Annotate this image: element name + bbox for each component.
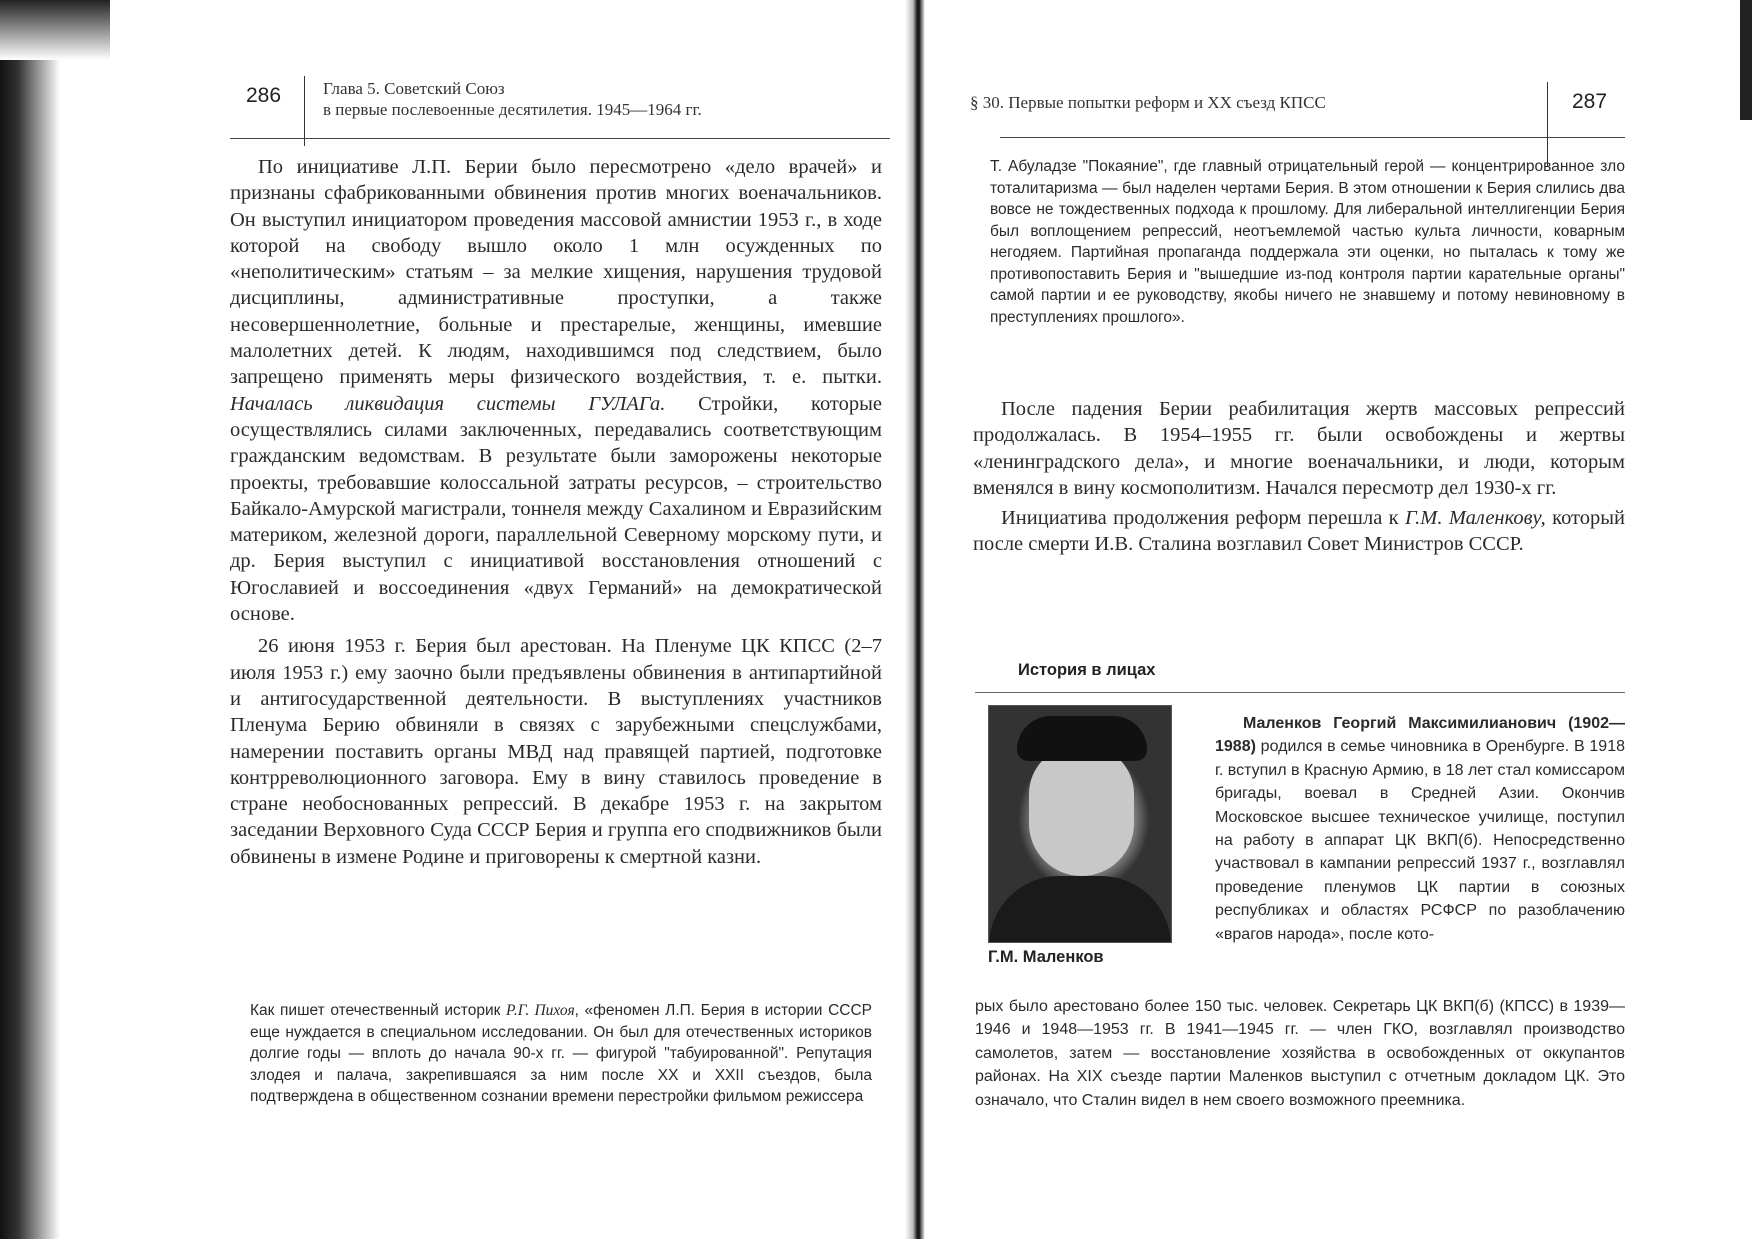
running-head xyxy=(323,78,702,120)
body-text xyxy=(230,154,882,870)
biography-full: рых было арестовано более 150 тыс. человек. Секретарь ЦК ВКП(б) (КПСС) в 1939—1946 и 1948—1953 гг. В 1941—1945 гг. — член ГКО, возглавлял производство самолетов, затем — восстановление хозяйства в освобожденных от оккупантов районах. На XIX съезде партии Маленков выступил с отчетным докладом ЦК. Это означало, что Сталин видел в нем своего возможного преемника. xyxy=(975,998,1625,1109)
section-title: История в лицах xyxy=(1018,661,1156,679)
photo-caption: Г.М. Маленков xyxy=(988,948,1104,966)
running-head-line: в первые послевоенные десятилетия. 1945—1964 гг. xyxy=(323,100,702,119)
scan-edge-shadow-top xyxy=(0,0,110,60)
scan-edge-shadow xyxy=(0,0,60,1239)
quote-note: Как пишет отечественный историк Р.Г. Пихоя, «феномен Л.П. Берия в истории СССР еще нуждается в специальном исследовании. Он был для отечественных историков долгие годы — вплоть до начала 90-х гг. — фигурой "табуированной". Репутация злодея и палача, закрепившаяся за ним после XX и XXII съездов, была подтверждена в общественном сознании времени перестройки фильмом режиссера xyxy=(250,1002,872,1105)
body-text xyxy=(973,396,1625,558)
header-rule xyxy=(1000,137,1625,138)
biography-side: Маленков Георгий Максимилианович (1902—1988) родился в семье чиновника в Оренбурге. В 1918 г. вступил в Красную Армию, в 18 лет стал комиссаром бригады, воевал в Средней Азии. Окончив Московское высшее техническое училище, поступил на работу в аппарат ЦК ВКП(б). Непосредственно участвовал в кампании репрессий 1937 г., возглавлял проведение пленумов ЦК партии в союзных республиках и областях РСФСР по разоблачению «врагов народа», после кото- xyxy=(1215,715,1625,943)
paragraph: По инициативе Л.П. Берии было пересмотрено «дело врачей» и признаны сфабрикованными обвинения против многих военачальников. Он выступил инициатором проведения массовой амнистии 1953 г., в ходе которой на свободу вышло около 1 млн осужденных по «неполитическим» статьям – за мелкие хищения, нарушения трудовой дисциплины, административные проступки, а также несовершеннолетние, больные и престарелые, женщины, имевшие малолетних детей. К людям, находившимся под следствием, было запрещено применять меры физического воздействия, т. е. пытки. Началась ликвидация системы ГУЛАГа. Стройки, которые осуществлялись силами заключенных, передавались соответствующим гражданским ведомствам. В результате были заморожены некоторые проекты, требовавшие колоссальной затраты ресурсов, – строительство Байкало-Амурской магистрали, тоннеля между Сахалином и Евразийским материком, железной дороги, параллельной Северному морскому пути, и др. Берия выступил с инициативой восстановления отношений с Югославией и воссоединения «двух Германий» на демократической основе. xyxy=(230,156,882,626)
running-head: § 30. Первые попытки реформ и XX съезд КПСС xyxy=(970,93,1326,112)
book-gutter xyxy=(905,0,925,1239)
paragraph: После падения Берии реабилитация жертв массовых репрессий продолжалась. В 1954–1955 гг. были освобождены и жертвы «ленинградского дела», и многие военачальники, и люди, которым вменялся в вину космополитизм. Начался пересмотр дел 1930-х гг. xyxy=(973,398,1625,499)
header-rule xyxy=(230,138,890,139)
header-divider xyxy=(1547,82,1548,167)
page-number: 287 xyxy=(1572,90,1608,113)
paragraph: Инициатива продолжения реформ перешла к Г.М. Маленкову, который после смерти И.В. Сталина возглавил Совет Министров СССР. xyxy=(973,507,1625,556)
scan-edge-right xyxy=(1740,0,1752,120)
page-number: 286 xyxy=(246,84,282,107)
section-rule xyxy=(975,692,1625,693)
header-divider xyxy=(304,76,305,146)
quote-note-continued: Т. Абуладзе "Покаяние", где главный отрицательный герой — концентрированное зло тоталитаризма — был наделен чертами Берия. В этом отношении к Берия слились два вовсе не тождественных подхода к прошлому. Для либеральной интеллигенции Берия был воплощением репрессий, неотъемлемой частью культа личности, коварным негодяем. Партийная пропаганда поддержала эти оценки, но пыталась к тому же противопоставить Берия и "вышедшие из-под контроля партии карательные органы" самой партии и ее руководству, якобы ничего не знавшему и потому невиновному в преступлениях прошлого». xyxy=(990,158,1625,326)
portrait-photo xyxy=(988,705,1172,943)
running-head-line: Глава 5. Советский Союз xyxy=(323,79,505,98)
paragraph: 26 июня 1953 г. Берия был арестован. На Пленуме ЦК КПСС (2–7 июля 1953 г.) ему заочно были предъявлены обвинения в антипартийной и антигосударственной деятельности. В выступлениях участников Пленума Берию обвиняли в связях с зарубежными спецслужбами, намерении поставить органы МВД над правящей партией, подготовке контрреволюционного заговора. Ему в вину ставилось проведение в стране необоснованных репрессий. В декабре 1953 г. на закрытом заседании Верховного Суда СССР Берия и группа его сподвижников были обвинены в измене Родине и приговорены к смертной казни. xyxy=(230,635,882,868)
